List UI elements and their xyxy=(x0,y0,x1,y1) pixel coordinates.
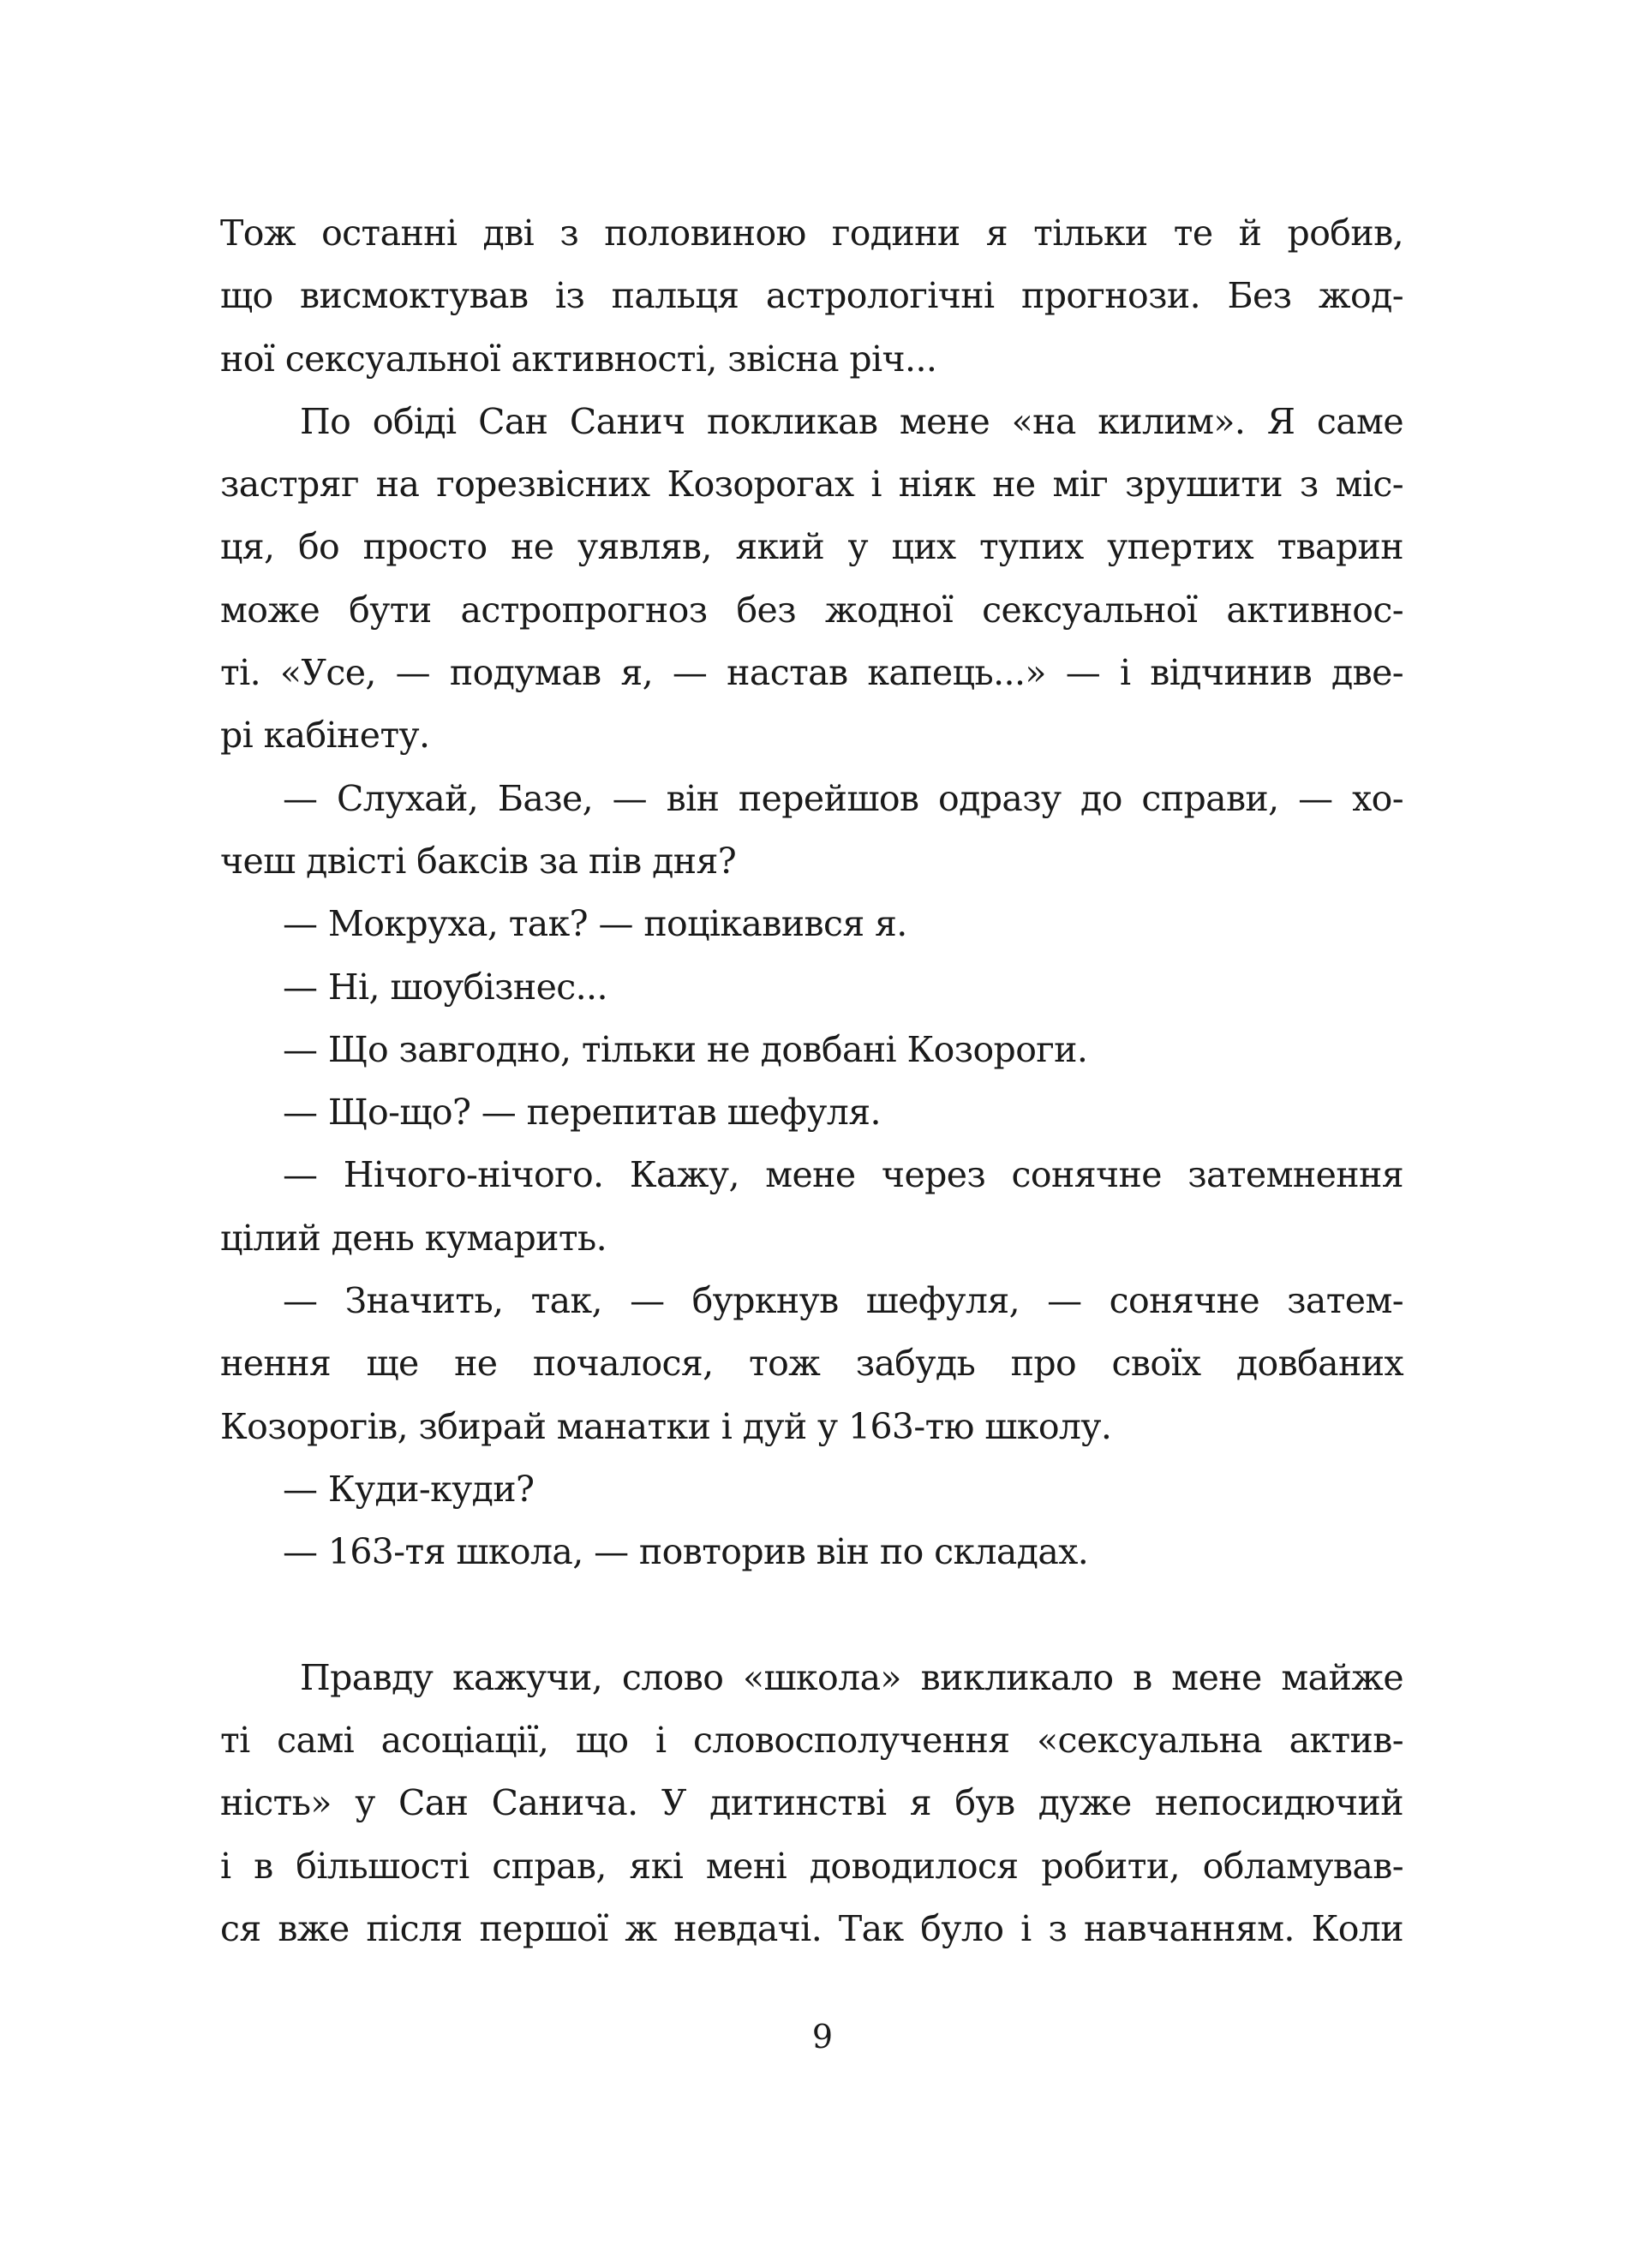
text-line: ті. «Усе, — подумав я, — настав капець...» — і відчинив две- xyxy=(220,652,1403,694)
dialogue-line xyxy=(220,893,1403,955)
dialogue-line xyxy=(220,1144,1403,1270)
text-line: — Що-що? — перепитав шефуля. xyxy=(283,1092,881,1134)
text-line: — Слухай, Базе, — він перейшов одразу до справи, — хо- xyxy=(283,777,1403,819)
text-line: ність» у Сан Санича. У дитинстві я був дуже непосидючий xyxy=(220,1782,1403,1824)
dialogue-line xyxy=(220,1270,1403,1458)
text-line: — Ні, шоубізнес... xyxy=(283,966,607,1008)
text-line: що висмоктував із пальця астрологічні прогнози. Без жод- xyxy=(220,275,1403,317)
text-line: нення ще не почалося, тож забудь про своїх довбаних xyxy=(220,1343,1403,1385)
text-line: — Значить, так, — буркнув шефуля, — сонячне затем- xyxy=(283,1280,1403,1322)
paragraph-continued xyxy=(220,202,1403,391)
dialogue-line xyxy=(220,1019,1403,1081)
text-line: і в більшості справ, які мені доводилося робити, обламував- xyxy=(220,1845,1403,1887)
text-line: — Що завгодно, тільки не довбані Козороги. xyxy=(283,1028,1088,1070)
dialogue-line xyxy=(220,1521,1403,1583)
text-line: По обіді Сан Санич покликав мене «на килим». Я саме xyxy=(300,400,1403,442)
paragraph-narrative xyxy=(220,391,1403,768)
dialogue-line xyxy=(220,1458,1403,1521)
text-line: цілий день кумарить. xyxy=(220,1217,607,1259)
text-line: — Мокруха, так? — поцікавився я. xyxy=(283,903,907,945)
text-line: ної сексуальної активності, звісна річ... xyxy=(220,338,937,380)
text-line: — Нічого-нічого. Кажу, мене через сонячне затемнення xyxy=(283,1154,1403,1196)
dialogue-line xyxy=(220,956,1403,1019)
text-line: Правду кажучи, слово «школа» викликало в мене майже xyxy=(300,1656,1403,1698)
text-line: ся вже після першої ж невдачі. Так було і з навчанням. Коли xyxy=(220,1908,1403,1950)
section-break xyxy=(220,1584,1403,1647)
text-line: — Куди-куди? xyxy=(283,1468,535,1510)
dialogue-line xyxy=(220,768,1403,894)
text-line: Козорогів, збирай манатки і дуй у 163-тю школу. xyxy=(220,1405,1112,1447)
text-line: Тож останні дві з половиною години я тільки те й робив, xyxy=(220,212,1403,254)
text-line: ті самі асоціації, що і словосполучення «сексуальна актив- xyxy=(220,1720,1403,1762)
page-body-text xyxy=(220,202,1403,1960)
paragraph-narrative xyxy=(220,1647,1403,1960)
text-line: — 163-тя школа, — повторив він по складах. xyxy=(283,1531,1089,1573)
text-line: рі кабінету. xyxy=(220,715,430,757)
page-number: 9 xyxy=(811,2018,834,2056)
text-line: чеш двісті баксів за пів дня? xyxy=(220,840,737,882)
text-line: ця, бо просто не уявляв, який у цих тупих упертих тварин xyxy=(220,526,1403,568)
text-line: застряг на горезвісних Козорогах і ніяк не міг зрушити з міс- xyxy=(220,464,1403,506)
dialogue-line xyxy=(220,1081,1403,1144)
text-line: може бути астропрогноз без жодної сексуальної активнос- xyxy=(220,589,1403,631)
